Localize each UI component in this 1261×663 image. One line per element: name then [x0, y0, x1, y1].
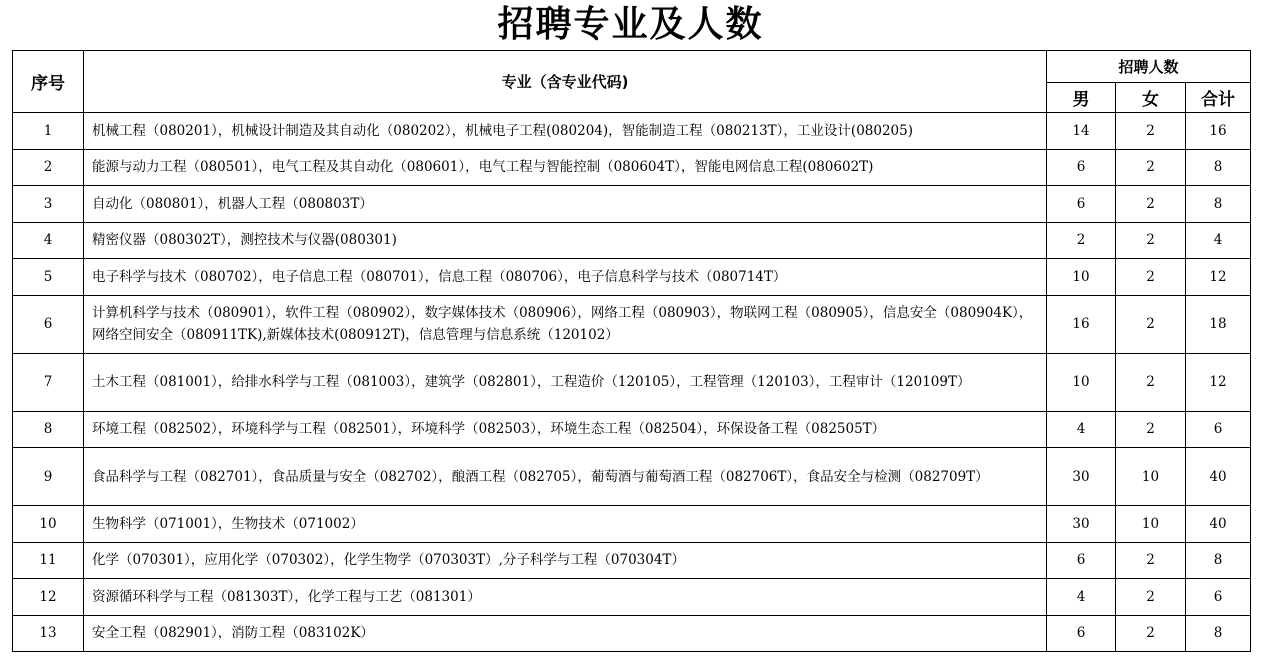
header-major: 专业（含专业代码) [84, 51, 1047, 113]
row-index: 8 [13, 411, 84, 448]
row-female: 2 [1116, 579, 1186, 616]
row-index: 3 [13, 186, 84, 223]
row-total: 12 [1186, 353, 1251, 411]
row-major: 精密仪器（080302T），测控技术与仪器(080301) [84, 222, 1047, 259]
row-total: 8 [1186, 615, 1251, 652]
row-index: 6 [13, 295, 84, 353]
table-row [13, 113, 1251, 150]
row-major: 电子科学与技术（080702），电子信息工程（080701），信息工程（080706），电子信息科学与技术（080714T） [84, 259, 1047, 296]
row-male: 10 [1047, 259, 1116, 296]
row-male: 2 [1047, 222, 1116, 259]
row-male: 6 [1047, 186, 1116, 223]
table-row [13, 411, 1251, 448]
row-male: 30 [1047, 506, 1116, 543]
row-total: 8 [1186, 186, 1251, 223]
table-row [13, 353, 1251, 411]
row-major: 环境工程（082502），环境科学与工程（082501），环境科学（082503），环境生态工程（082504），环保设备工程（082505T） [84, 411, 1047, 448]
row-female: 2 [1116, 542, 1186, 579]
row-female: 2 [1116, 411, 1186, 448]
row-major: 机械工程（080201），机械设计制造及其自动化（080202），机械电子工程(080204)，智能制造工程（080213T），工业设计(080205) [84, 113, 1047, 150]
row-index: 7 [13, 353, 84, 411]
row-total: 6 [1186, 411, 1251, 448]
table-row [13, 448, 1251, 506]
table-row [13, 579, 1251, 616]
row-male: 10 [1047, 353, 1116, 411]
row-female: 2 [1116, 295, 1186, 353]
row-female: 2 [1116, 222, 1186, 259]
row-total: 8 [1186, 149, 1251, 186]
header-total: 合计 [1186, 83, 1251, 113]
header-male: 男 [1047, 83, 1116, 113]
row-total: 8 [1186, 542, 1251, 579]
row-major: 土木工程（081001），给排水科学与工程（081003），建筑学（082801），工程造价（120105），工程管理（120103），工程审计（120109T） [84, 353, 1047, 411]
row-male: 6 [1047, 149, 1116, 186]
row-female: 10 [1116, 448, 1186, 506]
row-index: 1 [13, 113, 84, 150]
table-row [13, 186, 1251, 223]
recruitment-table [12, 50, 1251, 652]
row-total: 40 [1186, 448, 1251, 506]
row-major: 化学（070301），应用化学（070302），化学生物学（070303T）,分子科学与工程（070304T） [84, 542, 1047, 579]
table-row [13, 222, 1251, 259]
row-female: 2 [1116, 353, 1186, 411]
row-major: 生物科学（071001），生物技术（071002） [84, 506, 1047, 543]
header-female: 女 [1116, 83, 1186, 113]
row-major: 自动化（080801），机器人工程（080803T） [84, 186, 1047, 223]
row-male: 4 [1047, 411, 1116, 448]
row-total: 16 [1186, 113, 1251, 150]
table-row [13, 259, 1251, 296]
row-male: 30 [1047, 448, 1116, 506]
row-male: 16 [1047, 295, 1116, 353]
row-male: 4 [1047, 579, 1116, 616]
page-title: 招聘专业及人数 [497, 4, 764, 45]
row-major: 资源循环科学与工程（081303T），化学工程与工艺（081301） [84, 579, 1047, 616]
row-total: 40 [1186, 506, 1251, 543]
row-male: 6 [1047, 542, 1116, 579]
row-index: 11 [13, 542, 84, 579]
row-female: 2 [1116, 186, 1186, 223]
row-index: 12 [13, 579, 84, 616]
row-total: 4 [1186, 222, 1251, 259]
row-major: 计算机科学与技术（080901），软件工程（080902），数字媒体技术（080906），网络工程（080903），物联网工程（080905），信息安全（080904K），网络空间安全（080911TK),新媒体技术(080912T)，信息管理与信息系统（120102） [84, 295, 1047, 353]
row-major: 食品科学与工程（082701），食品质量与安全（082702），酿酒工程（082705），葡萄酒与葡萄酒工程（082706T），食品安全与检测（082709T） [84, 448, 1047, 506]
row-total: 6 [1186, 579, 1251, 616]
row-major: 安全工程（082901），消防工程（083102K） [84, 615, 1047, 652]
row-index: 2 [13, 149, 84, 186]
row-index: 10 [13, 506, 84, 543]
row-female: 2 [1116, 149, 1186, 186]
table-row [13, 295, 1251, 353]
table-row [13, 542, 1251, 579]
row-total: 12 [1186, 259, 1251, 296]
row-female: 2 [1116, 615, 1186, 652]
row-total: 18 [1186, 295, 1251, 353]
row-male: 6 [1047, 615, 1116, 652]
table-row [13, 149, 1251, 186]
row-index: 9 [13, 448, 84, 506]
table-row [13, 506, 1251, 543]
row-index: 5 [13, 259, 84, 296]
row-male: 14 [1047, 113, 1116, 150]
table-row [13, 615, 1251, 652]
header-index: 序号 [13, 51, 84, 113]
header-recruit: 招聘人数 [1047, 51, 1251, 83]
row-major: 能源与动力工程（080501），电气工程及其自动化（080601），电气工程与智能控制（080604T），智能电网信息工程(080602T) [84, 149, 1047, 186]
row-index: 13 [13, 615, 84, 652]
row-female: 2 [1116, 113, 1186, 150]
row-index: 4 [13, 222, 84, 259]
row-female: 2 [1116, 259, 1186, 296]
row-female: 10 [1116, 506, 1186, 543]
